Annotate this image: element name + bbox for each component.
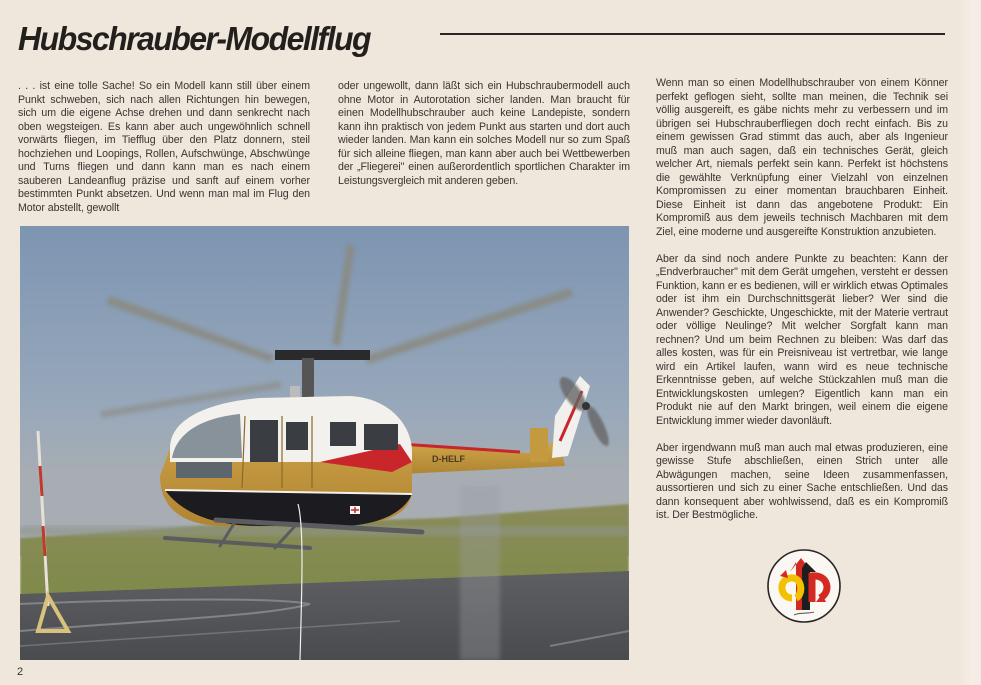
text-column-3	[656, 77, 948, 536]
helicopter-photo	[20, 226, 629, 660]
page-title: Hubschrauber-Modellflug	[18, 20, 370, 57]
paragraph: Aber da sind noch andere Punkte zu beachten: Kann der „Endverbraucher" mit dem Gerät umgehen, versteht er dessen Funktion, kann er es bedienen, will er wirklich etwas Optimales oder ist ihm ein Durchschnittsgerät lieber? Wer sind die Anwender? Geschickte, Ungeschickte, mit der Materie vertraut oder völlige Neulinge? Mit welcher Sorgfalt kann man rechnen? Und um beim Rechnen zu bleiben: Was darf das alles kosten, was für ein Preisniveau ist vertretbar, wie lange wird ein Artikel laufen, wann wird es neue technische Erkenntnisse geben, auf welche Stückzahlen muß man die Entwicklungskosten umlegen? Eigentlich kann man ein Produkt nie auf den Markt bringen, weil einem die eigene Entwicklung immer wieder davonläuft.	[656, 252, 948, 427]
text-column-1	[18, 80, 310, 229]
page-number: 2	[17, 666, 24, 678]
page-edge-shade	[959, 0, 981, 685]
paragraph: . . . ist eine tolle Sache! So ein Modell kann still über einem Punkt schweben, sich nach allen Richtungen hin bewegen, sich um die eigene Achse drehen und dann senkrecht nach oben wegsteigen. Es kann aber auch ungewöhnlich schnell vorwärts fliegen, im Tiefflug über den Platz donnern, steil hochziehen und Loopings, Rollen, Aufschwünge, Abschwünge und Turns fliegen und dann kann man es nach einem sauberen Landeanflug präzise und sanft auf einem vorher bestimmten Punkt absetzen. Und wenn man mal im Flug den Motor abstellt, gewollt	[18, 80, 310, 214]
paragraph: oder ungewollt, dann läßt sich ein Hubschraubermodell auch ohne Motor in Autorotation sicher landen. Man braucht für einen Modellhubschrauber auch keine Landepiste, sondern kann ihn praktisch von jedem Punkt aus starten und dort auch wieder landen. Man kann ein solches Modell nur so zum Spaß für sich alleine fliegen, man kann aber auch bei Wettbewerben der „Fliegerei" einen außerordentlich sportlichen Charakter im Leistungsvergleich mit anderen geben.	[338, 80, 630, 187]
exhaust-smoke	[460, 486, 500, 660]
text-column-2	[338, 80, 630, 202]
title-rule	[440, 33, 945, 35]
cabin-window	[364, 424, 398, 450]
rotor-hub	[275, 350, 370, 360]
cabin-window	[250, 420, 278, 462]
brand-logo	[766, 548, 842, 624]
tail-registration: D-HELF	[432, 454, 465, 464]
paragraph: Wenn man so einen Modellhubschrauber von einem Könner perfekt geflogen sieht, sollte man meinen, die Technik sei völlig ausgereift, es gäbe nichts mehr zu verbessern und im übrigen sei Hubschrauberfliegen doch recht einfach. Bis zu einem gewissen Grad stimmt das auch, aber als Ingenieur muß man auch sagen, daß ein technisches Gerät, gleich welcher Art, niemals perfekt sein kann. Perfekt ist höchstens die gewählte Verknüpfung einer Vielzahl von einzelnen Kompromissen zu einer momentan brauchbaren Einheit. Diese Einheit ist dann das angebotene Produkt: Ein Kompromiß aus dem jeweils technisch Machbaren mit dem Ziel, eine moderne und ausgereifte Konstruktion anzubieten.	[656, 77, 948, 238]
cabin-window	[286, 422, 308, 450]
cabin-window	[330, 422, 356, 446]
paragraph: Aber irgendwann muß man auch mal etwas produzieren, eine gewisse Stufe abschließen, einen Strich unter alle Abwägungen machen, seine Ideen zusammenfassen, aussortieren und sich zu einer Sache entschließen. Und das dann konsequent aber wohlwissend, daß es ein Kompromiß ist. Der Bestmögliche.	[656, 441, 948, 521]
